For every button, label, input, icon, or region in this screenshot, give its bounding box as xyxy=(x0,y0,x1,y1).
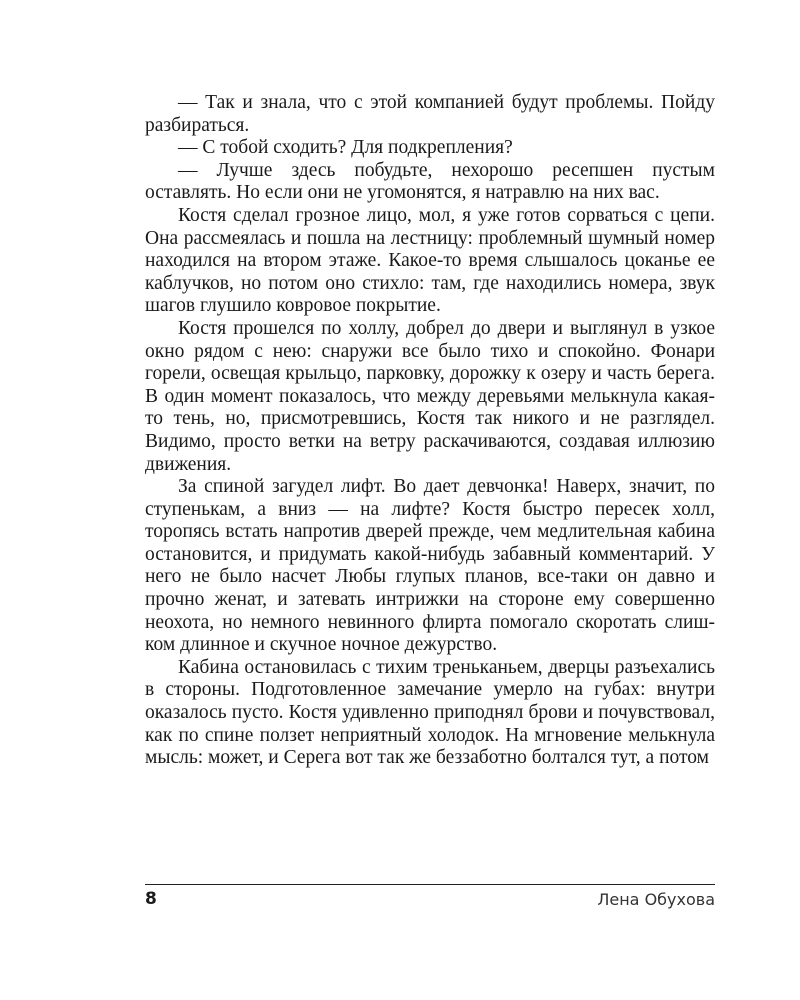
paragraph-4: Костя сделал грозное лицо, мол, я уже готов сорваться с цепи. Она рассмеялась и пошла на лестницу: проблемный шумный номер находился на втором этаже. Какое-то время слышалось цоканье ее каблучков, но потом оно стихло: там, где находились номера, звук шагов глушило ковровое покрытие. xyxy=(145,204,715,317)
paragraph-6: За спиной загудел лифт. Во дает девчонка! Наверх, значит, по ступенькам, а вниз — на лифте? Костя быстро пересек холл, торопясь встать напротив дверей прежде, чем медлительная кабина остановится, и придумать какой-нибудь забавный комментарий. У него не было насчет Любы глупых планов, все-таки он давно и прочно женат, и затевать интрижки на стороне ему совершенно неохота, но немного невинного флирта помогало скоротать слишком длинное и скучное ночное дежурство. xyxy=(145,476,715,656)
paragraph-3: — Лучше здесь побудьте, нехорошо ресепшен пустым оставлять. Но если они не угомонятся, я натравлю на них вас. xyxy=(145,159,715,204)
page-body xyxy=(145,92,715,770)
running-author: Лена Обухова xyxy=(597,890,715,909)
paragraph-2: — С тобой сходить? Для подкрепления? xyxy=(178,137,513,159)
footer-divider xyxy=(145,884,715,885)
page-number: 8 xyxy=(145,889,157,909)
paragraph-5: Костя прошелся по холлу, добрел до двери и выглянул в узкое окно рядом с нею: снаружи все было тихо и спокойно. Фонари горели, освещая крыльцо, парковку, дорожку к озеру и часть берега. В один момент показалось, что между деревьями мелькнула какая-то тень, но, присмотревшись, Костя так никого и не разглядел. Видимо, просто ветки на ветру раскачиваются, создавая иллюзию движения. xyxy=(145,317,715,475)
paragraph-1: — Так и знала, что с этой компанией будут проблемы. Пойду разбираться. xyxy=(145,92,715,136)
paragraph-7: Кабина остановилась с тихим треньканьем, дверцы разъехались в стороны. Подготовленное замечание умерло на губах: внутри оказалось пусто. Костя удивленно приподнял брови и почувствовал, как по спине ползет неприятный холодок. На мгновение мелькнула мысль: может, и Серега вот так же беззаботно болтался тут, а потом xyxy=(145,656,715,769)
